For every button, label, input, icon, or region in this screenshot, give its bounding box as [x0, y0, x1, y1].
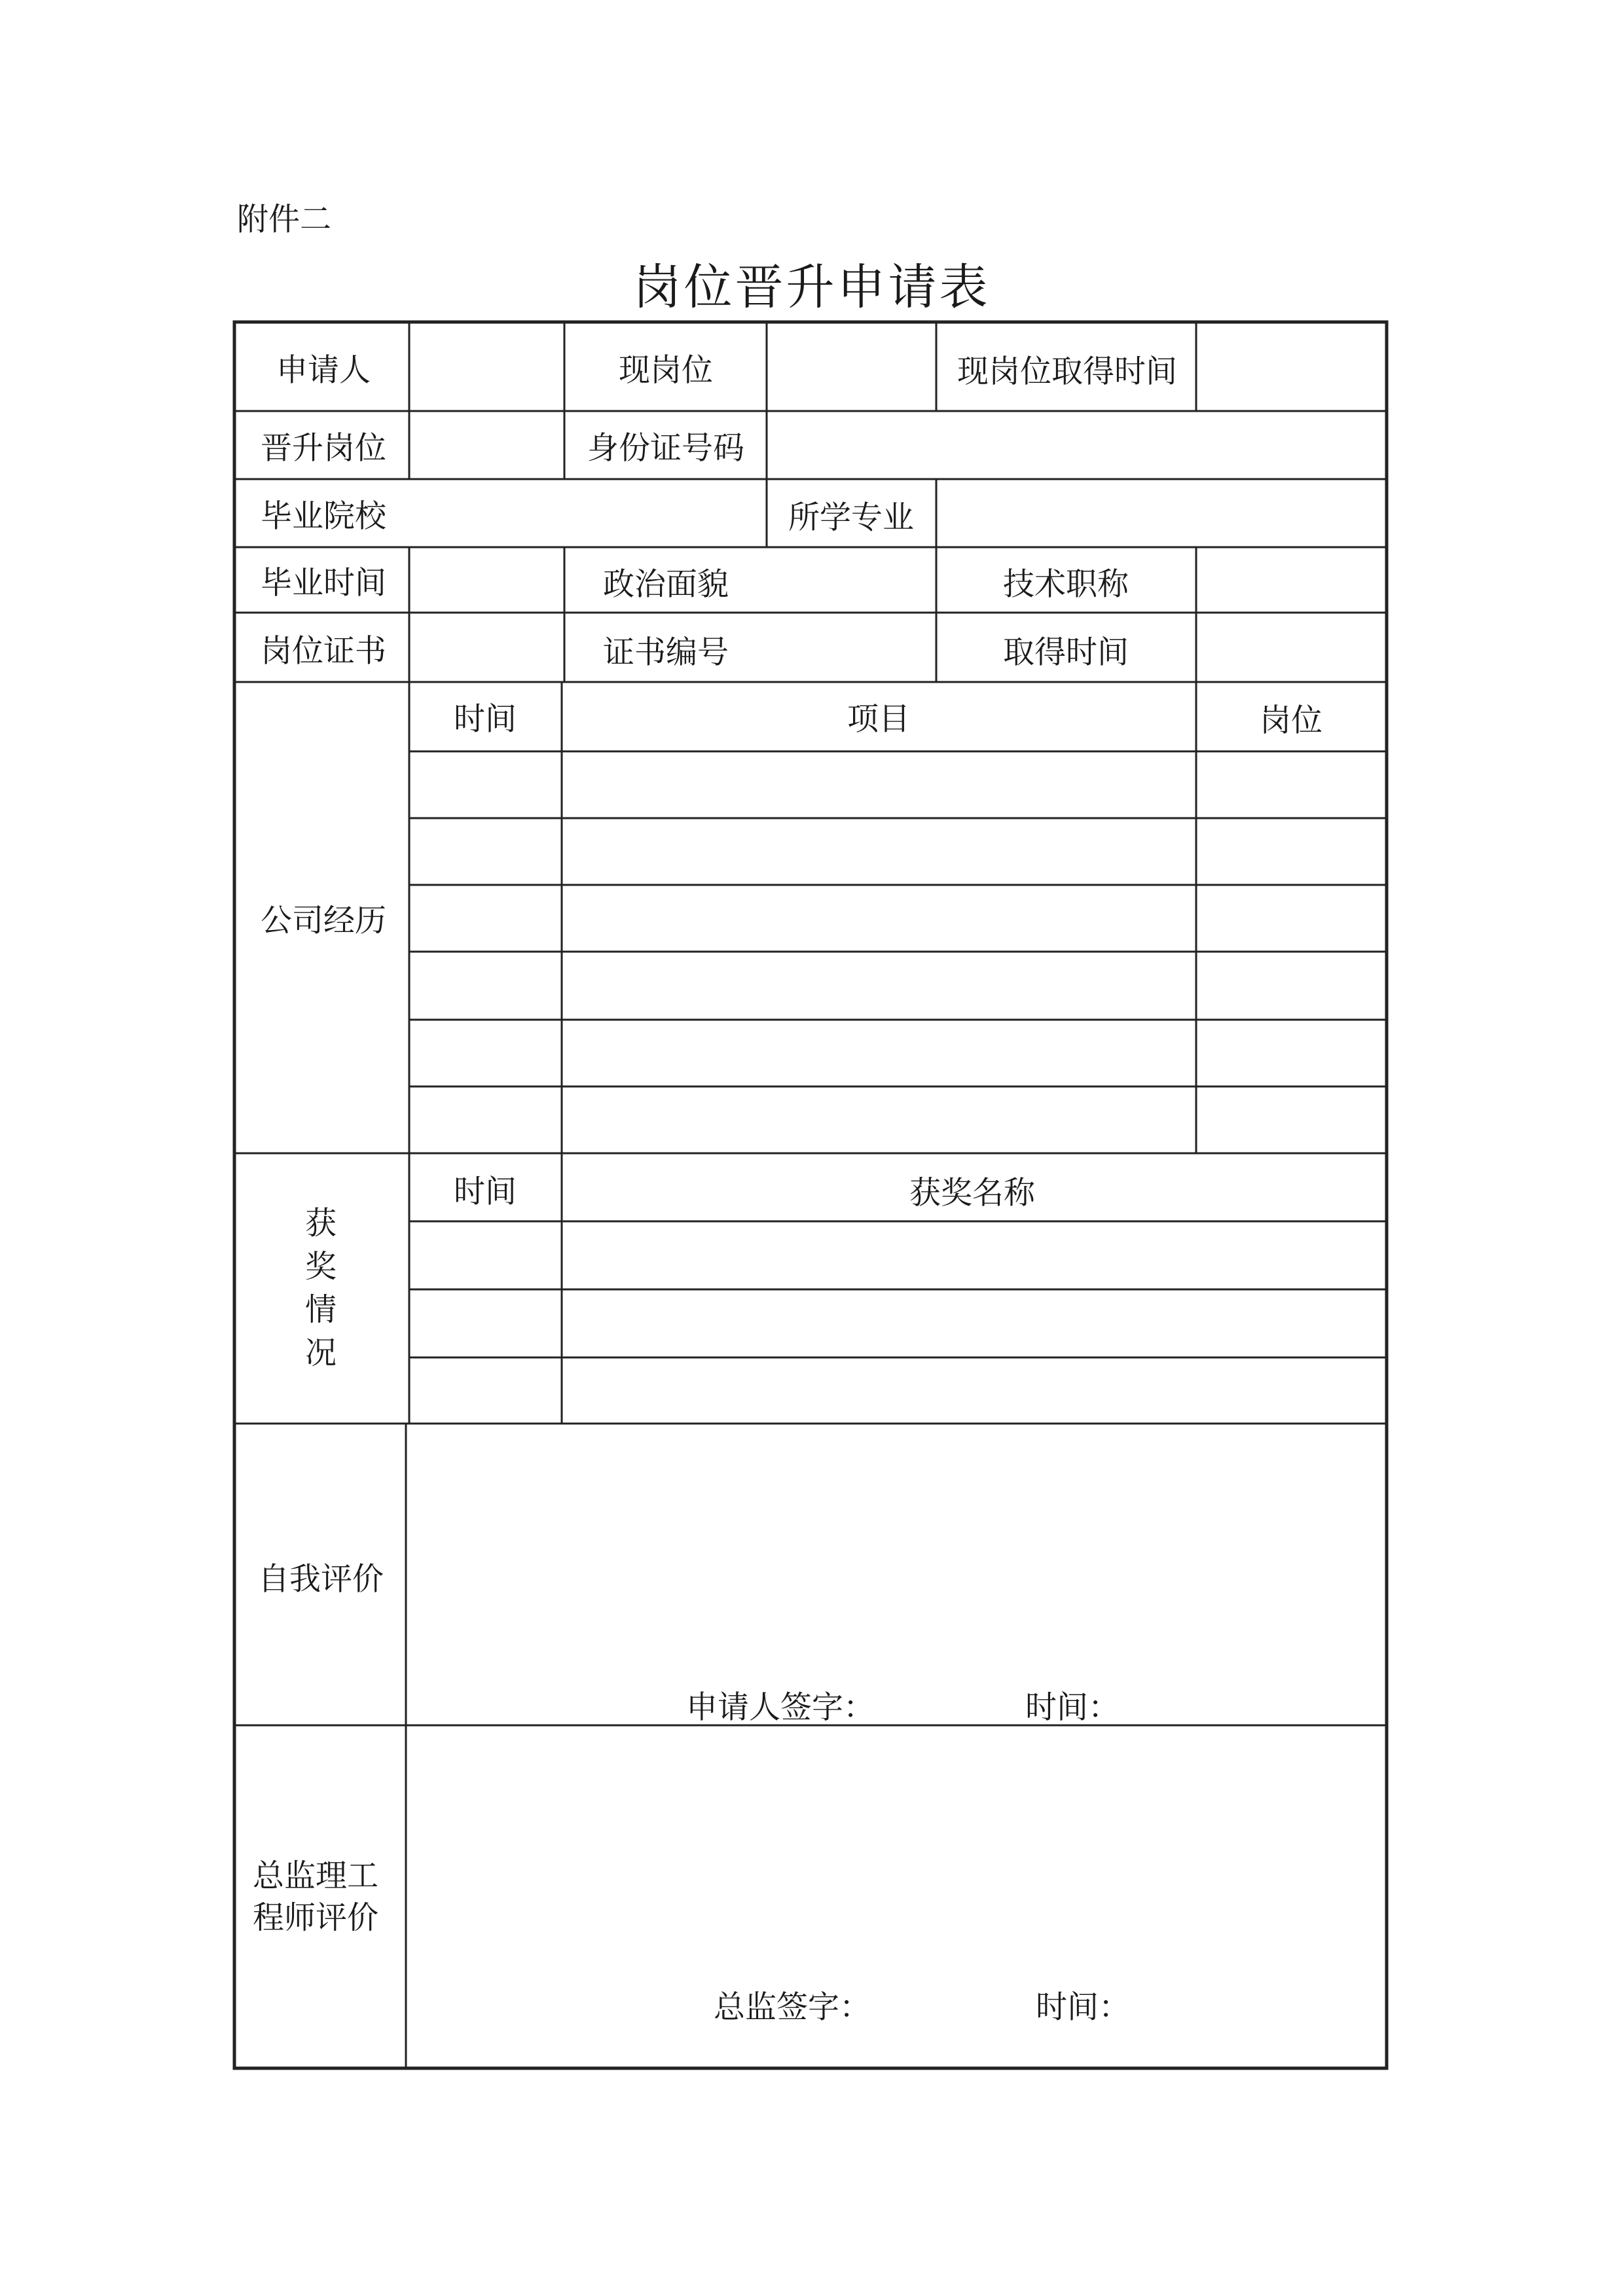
cert-label: 岗位证书 — [260, 632, 387, 670]
experience-col-item: 项目 — [847, 700, 911, 738]
cert-no-label: 证书编号 — [602, 634, 729, 671]
applicant-signature-label: 申请人签字： — [686, 1689, 875, 1726]
grad-time-label: 毕业时间 — [260, 564, 387, 601]
awards-col-time: 时间 — [453, 1173, 517, 1210]
political-label: 政治面貌 — [602, 565, 729, 603]
experience-label: 公司经历 — [260, 902, 387, 939]
current-post-time-label: 现岗位取得时间 — [957, 353, 1178, 390]
promotion-post-label: 晋升岗位 — [260, 429, 387, 467]
attachment-label: 附件二 — [237, 201, 332, 238]
obtain-time-label: 取得时间 — [1002, 634, 1129, 671]
self-eval-label: 自我评价 — [257, 1560, 384, 1598]
major-label: 所学专业 — [788, 499, 915, 536]
form-title: 岗位晋升申请表 — [632, 259, 991, 315]
awards-col-name: 获奖名称 — [909, 1174, 1036, 1211]
experience-col-post: 岗位 — [1259, 702, 1323, 739]
chief-sign-time-label: 时间： — [1036, 1988, 1131, 2026]
applicant-label: 申请人 — [276, 351, 371, 389]
id-number-label: 身份证号码 — [587, 429, 745, 467]
current-post-label: 现岗位 — [618, 351, 714, 389]
awards-label: 获 奖 情 况 — [304, 1205, 337, 1371]
school-label: 毕业院校 — [260, 497, 387, 535]
tech-title-label: 技术职称 — [1002, 565, 1129, 603]
experience-col-time: 时间 — [453, 700, 517, 738]
chief-signature-label: 总监签字： — [714, 1988, 871, 2026]
chief-eval-label: 总监理工 程师评价 — [253, 1857, 379, 1936]
applicant-sign-time-label: 时间： — [1025, 1689, 1120, 1726]
